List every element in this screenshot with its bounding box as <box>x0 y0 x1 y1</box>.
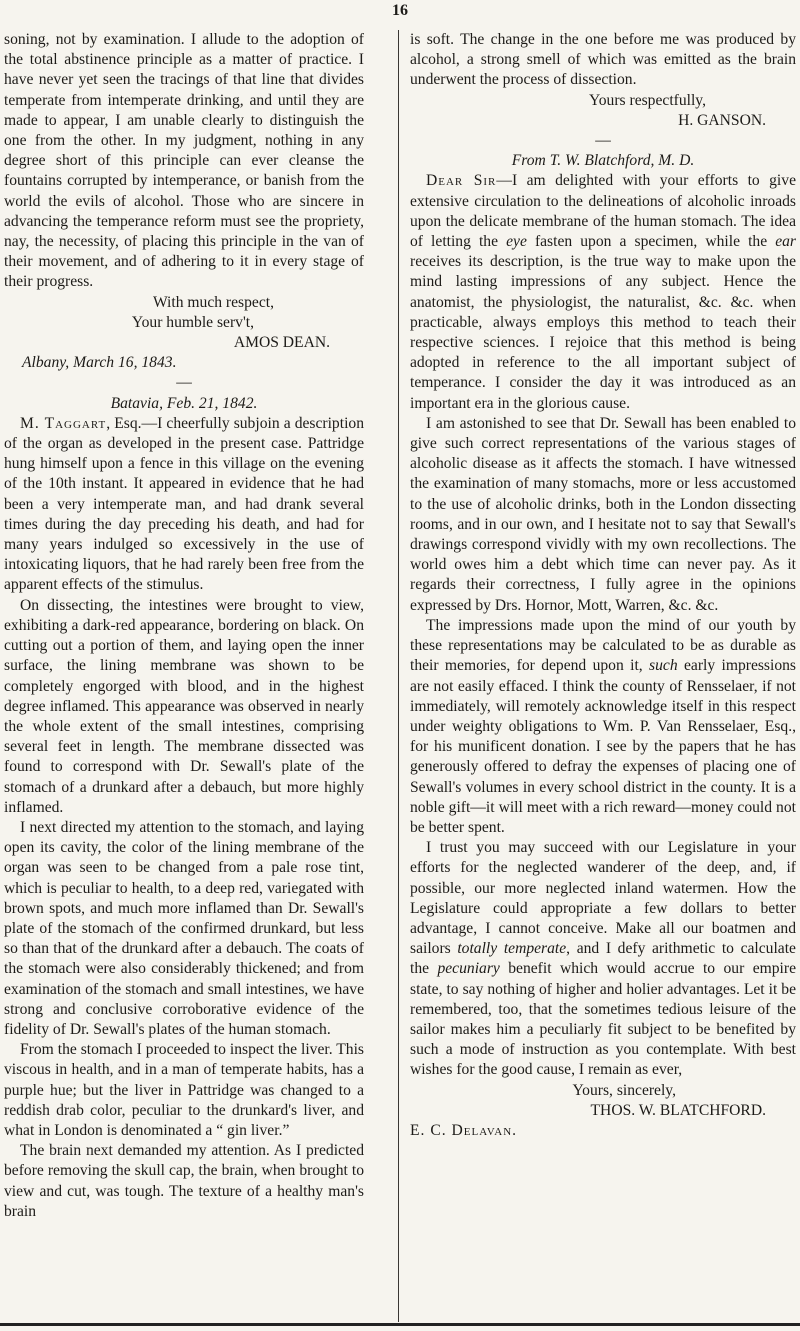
left-column <box>4 30 364 1222</box>
paragraph <box>410 616 796 838</box>
emphasis: ear <box>775 233 796 251</box>
paragraph-text: , Esq.—I cheerfully subjoin a description of the organ as developed in the present case. Pattridge hung himself upon a fence in this village on the evening of the 10th instant. It appeared in evidence that he had been a very intemperate man, and had drank several times during the day preceding his death, and had for many years indulged so excessively in the use of intoxicating liquors, that he had rarely been free from the apparent effects of the stimulus. <box>4 414 364 594</box>
paragraph: soning, not by examination. I allude to the adoption of the total abstinence principle as a matter of practice. I have never yet seen the tracings of that line that divides temperate from intemperate drinking, and until they are made to appear, I am unable clearly to distinguish the one from the other. In my judgment, nothing in any degree short of this principle can ever cleanse the fountains corrupted by intemperance, or banish from the world the evils of alcohol. Those who are sincere in advancing the temperance reform must see the propriety, nay, the necessity, of placing this principle in the van of their movement, and of adhering to it in every stage of their progress. <box>4 31 364 291</box>
paragraph: On dissecting, the intestines were brought to view, exhibiting a dark-red appearance, bordering on black. On cutting out a portion of them, and laying open the inner surface, the lining membrane was shown to be completely engorged with blood, and in the highest degree inflamed. This appearance was observed in nearly the whole extent of the small intestines, comprising several feet in length. The membrane dissected was found to correspond with Dr. Sewall's plate of the stomach of a drunkard after a debauch, but more highly inflamed. <box>4 596 364 816</box>
paragraph-text: The impressions made upon the mind of our youth by these representations may be calculated to be as durable as their memories, for depend upon it, <box>410 616 796 675</box>
emphasis: eye <box>506 233 527 251</box>
paragraph: From the stomach I proceeded to inspect the liver. This viscous in health, and in a man of temperate habits, has a purple hue; but the liver in Pattridge was changed to a reddish drab color, peculiar to the drunkard's liver, and what in London is denominated a “ gin liver.” <box>4 1041 364 1139</box>
closing: Your humble serv't, <box>131 313 254 331</box>
right-column <box>410 30 796 1141</box>
closing: Yours respectfully, <box>589 91 706 109</box>
dateline: Batavia, Feb. 21, 1842. <box>110 394 258 412</box>
paragraph-text: —I am delighted with your efforts to give extensive circulation to the delineations of alcoholic inroads upon the delicate membrane of the human stomach. The idea of letting the <box>410 172 796 251</box>
place-date: Albany, March 16, 1843. <box>22 354 177 372</box>
emphasis: such <box>649 657 678 675</box>
column-divider <box>398 30 399 1322</box>
paragraph <box>410 838 796 1080</box>
next-letter-name: E. C. Delavan. <box>410 1121 518 1139</box>
signature: THOS. W. BLATCHFORD. <box>590 1101 766 1119</box>
signature: H. GANSON. <box>678 111 766 129</box>
separator-dash: — <box>595 132 611 150</box>
closing: With much respect, <box>152 293 274 311</box>
page-number: 16 <box>392 2 408 19</box>
paragraph: I next directed my attention to the stomach, and laying open its cavity, the color of the lining membrane of the organ was seen to be changed from a pale rose tint, which is peculiar to health, to a deep red, variegated with brown spots, and much more inflamed than Dr. Sewall's plate of the stomach of the confirmed drunkard, but less so than that of the drunkard after a debauch. The coats of the stomach were also considerably thickened; and from examination of the stomach and small intestines, we have strong and conclusive corroborative evidence of the fidelity of Dr. Sewall's plates of the human stomach. <box>4 818 364 1038</box>
from-line: From T. W. Blatchford, M. D. <box>511 152 695 170</box>
paragraph <box>410 171 796 413</box>
bottom-rule <box>0 1323 800 1326</box>
separator-dash: — <box>176 374 192 392</box>
emphasis: pecuniary <box>437 960 500 978</box>
paragraph <box>4 414 364 596</box>
paragraph-text: early impressions are not easily effaced. I think the county of Rensselaer, if not immediately, will remotely acknowledge itself in this respect under weighty obligations to Wm. P. Van Rensselaer, Esq., for his munificent donation. I see by the papers that he has generously offered to defray the expenses of placing one of Sewall's volumes in every school district in the county. It is a noble gift—it will meet with a rich reward—money could not be better spent. <box>410 657 796 836</box>
paragraph-text: , and I defy arithmetic to calculate the <box>410 940 796 978</box>
paragraph-text: fasten upon a specimen, while the <box>526 233 776 251</box>
paragraph: I am astonished to see that Dr. Sewall has been enabled to give such correct representations of the various stages of alcoholic disease as it affects the stomach. I have witnessed the examination of many stomachs, more or less accustomed to the use of alcoholic drinks, both in the London dissecting rooms, and in our own, and I hesitate not to say that Sewall's drawings correspond vividly with my own recollections. The world owes him a debt which time can never pay. As it regards their correctness, I fully agree in the opinions expressed by Drs. Hornor, Mott, Warren, &c. &c. <box>410 414 796 614</box>
salutation: M. Taggart <box>20 414 107 432</box>
paragraph-text: I trust you may succeed with our Legislature in your efforts for the neglected wanderer of the deep, and, if possible, our more neglected inland watermen. How the Legislature could appropriate a few dollars to better advantage, I cannot conceive. Make all our boatmen and sailors <box>410 839 796 958</box>
paragraph-text: benefit which would accrue to our empire state, to say nothing of higher and holier advantages. Let it be remembered, too, that the sometimes tedious leisure of the sailor makes him a peculiarly fit subject to be benefited by such a mode of instruction as you contemplate. With best wishes for the good cause, I remain as ever, <box>410 960 796 1079</box>
salutation: Dear Sir <box>426 172 497 190</box>
paragraph-text: receives its description, is the true way to make upon the mind lasting impressions of any subject. Hence the anatomist, the physiologist, the naturalist, &c. &c. when practicable, always employs this method to teach their respective sciences. I rejoice that this method is being adopted in reference to the all important subject of temperance. I consider the day it was introduced as an important era in the glorious cause. <box>410 253 796 412</box>
paragraph: The brain next demanded my attention. As I predicted before removing the skull cap, the brain, when brought to view and cut, was tough. The texture of a healthy man's brain <box>4 1142 364 1220</box>
paragraph: is soft. The change in the one before me was produced by alcohol, a strong smell of which was emitted as the brain underwent the process of dissection. <box>410 31 796 89</box>
emphasis: totally temperate <box>457 940 567 958</box>
signature: AMOS DEAN. <box>233 334 330 352</box>
closing: Yours, sincerely, <box>572 1081 676 1099</box>
